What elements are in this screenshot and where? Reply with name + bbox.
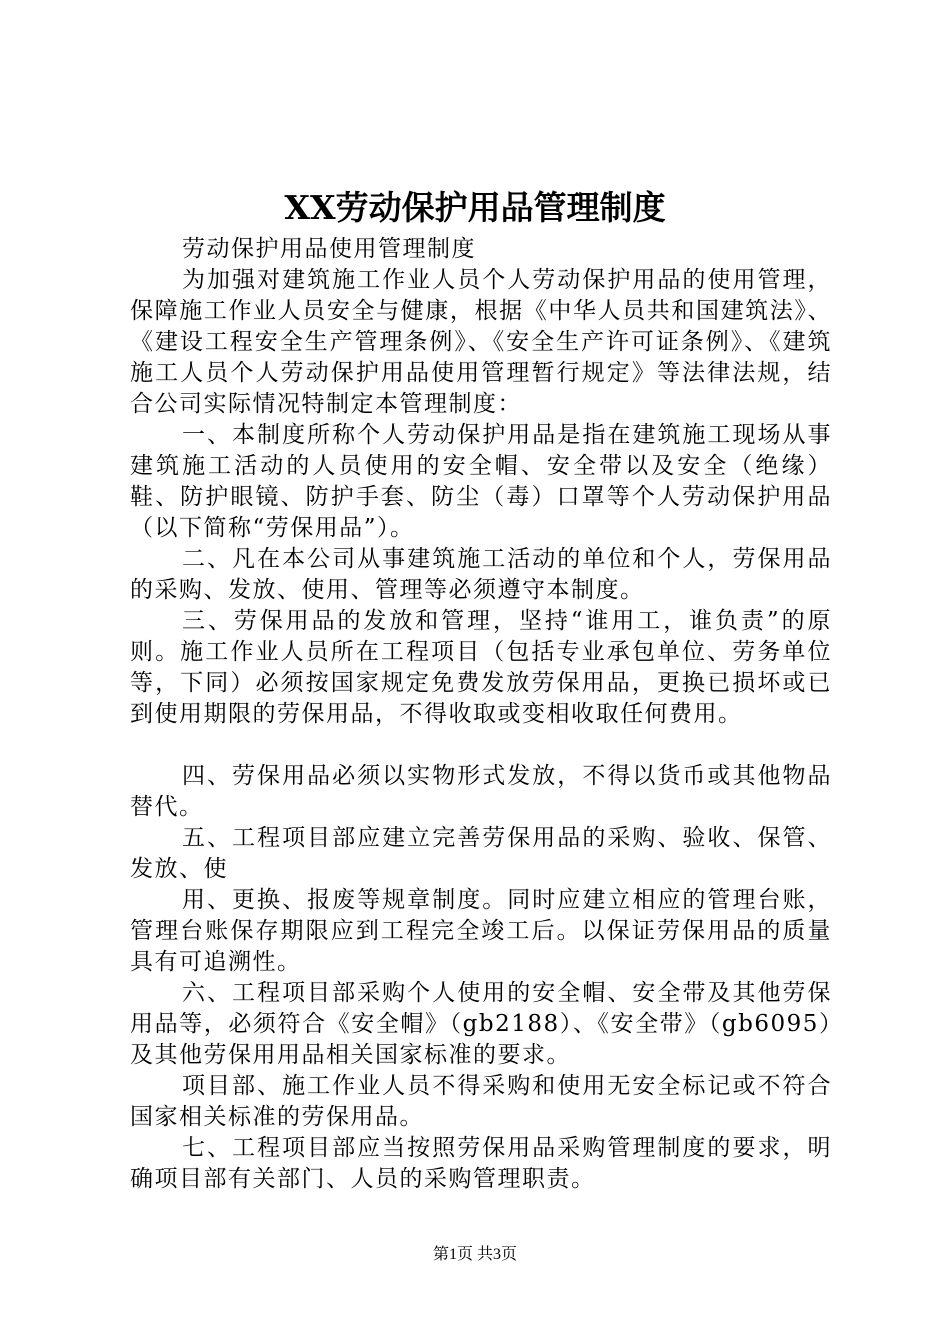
intro-paragraph: 为加强对建筑施工作业人员个人劳动保护用品的使用管理，保障施工作业人员安全与健康，根据《中华人员共和国建筑法》、《建设工程安全生产管理条例》、《安全生产许可证条例》、《建筑施工人员个人劳动保护用品使用管理暂行规定》等法律法规，结合公司实际情况特制定本管理制度：: [130, 267, 832, 417]
paragraph-spacer: [130, 730, 832, 761]
document-title: XX劳动保护用品管理制度: [284, 188, 666, 227]
document-body: [130, 234, 832, 1195]
clause-4-paragraph: 四、劳保用品必须以实物形式发放，不得以货币或其他物品替代。: [130, 763, 832, 820]
clause-6-paragraph: 六、工程项目部采购个人使用的安全帽、安全带及其他劳保用品等，必须符合《安全帽》（gb2188）、《安全带》（gb6095）及其他劳保用用品相关国家标准的要求。: [130, 980, 832, 1068]
clause-3-paragraph: 三、劳保用品的发放和管理，坚持“谁用工，谁负责”的原则。施工作业人员所在工程项目（包括专业承包单位、劳务单位等，下同）必须按国家规定免费发放劳保用品，更换已损坏或已到使用期限的劳保用品，不得收取或变相收取任何费用。: [130, 608, 832, 727]
clause-6-note-paragraph: 项目部、施工作业人员不得采购和使用无安全标记或不符合国家相关标准的劳保用品。: [130, 1073, 832, 1130]
clause-2-paragraph: 二、凡在本公司从事建筑施工活动的单位和个人，劳保用品的采购、发放、使用、管理等必须遵守本制度。: [130, 546, 832, 603]
clause-5-continuation-paragraph: 用、更换、报废等规章制度。同时应建立相应的管理台账，管理台账保存期限应到工程完全竣工后。以保证劳保用品的质量具有可追溯性。: [130, 887, 832, 975]
clause-7-paragraph: 七、工程项目部应当按照劳保用品采购管理制度的要求，明确项目部有关部门、人员的采购管理职责。: [130, 1135, 832, 1192]
page-number-footer: 第1页 共3页: [432, 1246, 517, 1263]
subtitle-paragraph: 劳动保护用品使用管理制度: [182, 236, 476, 262]
clause-1-paragraph: 一、本制度所称个人劳动保护用品是指在建筑施工现场从事建筑施工活动的人员使用的安全帽、安全带以及安全（绝缘）鞋、防护眼镜、防护手套、防尘（毒）口罩等个人劳动保护用品（以下简称“劳保用品”）。: [130, 422, 832, 541]
clause-5-paragraph: 五、工程项目部应建立完善劳保用品的采购、验收、保管、发放、使: [130, 825, 832, 882]
